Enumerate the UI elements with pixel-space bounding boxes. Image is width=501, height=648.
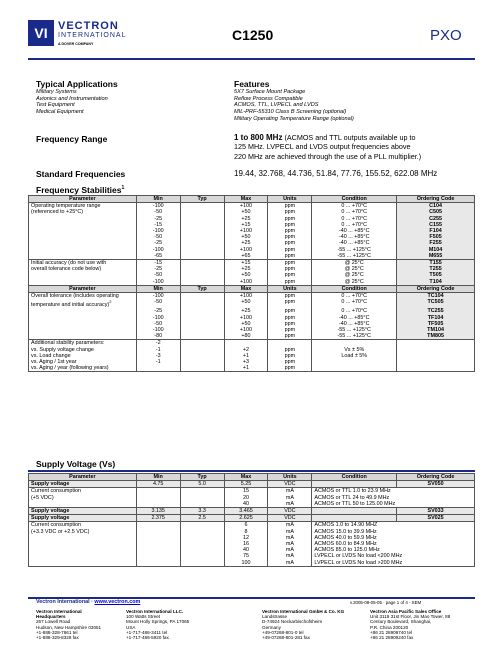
table-row: Current consumption (+5 VDC) 15 20 40 mA mA mA ACMOS or TTL 1.0 to 23.9 MHz ACMOS or TTL 24 to 49.9 MHz ACMOS or TTL 50 to 125.00 MHz — [29, 488, 475, 508]
header-divider — [28, 58, 475, 60]
table-row: Current consumption (+3.3 VDC or +2.5 VDC) 6 8 12 16 40 75 100 mA mA mA mA mA mA mA ACMOS 1.0 to 14.90 MHZ ACMOS 15.0 to 39.9 MHz ACMOS 40.0 to 59.9 MHz ACMOS 60.0 to 84.9 MHz ACMOS 85.0 to 125.0 MHz LVPECL or LVDS No load <200 MHz LVPECL or LVDS No load >200 MHz — [29, 522, 475, 566]
std-freq-label: Standard Frequencies — [36, 169, 126, 179]
param-text: (referenced to +25°C) — [31, 209, 84, 216]
features — [234, 79, 474, 123]
col-header: Typ — [180, 285, 224, 292]
ordering-code-cell: TC104 TC505 TC255 TF104 TF505 TM104 TM805 — [397, 293, 475, 340]
col-header: Ordering Code — [397, 474, 475, 481]
ordering-code-cell: T155 T255 T505 T104 — [397, 260, 475, 286]
col-header: Parameter — [29, 196, 137, 203]
col-header: Parameter — [29, 474, 137, 481]
col-header: Units — [268, 285, 312, 292]
table-row: Overall tolerance (includes operating temperature and initial accuracy)$^2$ -100 -50 -25 -100 -50 -100 -80 +100 +50 +25 +100 +50 +100 +80 ppm ppm ppm ppm ppm ppm ppm 0 ... +70°C 0 ... +70°C 0 ... +70°C -40 ... +85°C -40 ... +85°C -55 ... +125°C -55 ... +125°C TC104 TC505 TC255 TF104 TF505 TM104 TM805 — [29, 293, 475, 340]
col-header: Units — [268, 474, 312, 481]
stabilities-heading-text: Frequency Stabilities — [36, 185, 122, 195]
table-row: Supply voltage 3.135 3.3 3.465 VDC SV033 — [29, 508, 475, 515]
table-row: Supply voltage 2.375 2.5 2.625 VDC SV025 — [29, 515, 475, 522]
col-header: Typ — [180, 196, 224, 203]
param-text: temperature and initial accuracy) — [31, 302, 110, 309]
col-header: Ordering Code — [397, 285, 475, 292]
stabilities-heading — [36, 185, 124, 195]
col-header: Ordering Code — [397, 196, 475, 203]
table-header-row — [29, 196, 475, 203]
typical-heading: Typical Applications — [36, 79, 118, 89]
vi-logo-mark: VI — [28, 20, 54, 46]
col-header: Max — [224, 474, 268, 481]
feature-item: MIL-PRF-55310 Class B Screening (optional) — [234, 109, 347, 116]
param-text: Operating temperature range — [31, 203, 101, 210]
footer-version: v.2005-08-05-05 · page 1 of 4 · SEM — [350, 600, 422, 605]
feature-item: ACMOS, TTL, LVPECL and LVDS — [234, 102, 319, 109]
footer-address-gmbh: Vectron International GmbH & Co. KG Landstrasse D-74924 Neckarbischofsheim Germany +49-07268-801-0 tel +49-07268-801-281 fax — [262, 609, 345, 641]
product-code: PXO — [430, 27, 462, 44]
freq-range-value — [234, 133, 484, 161]
typical-item: Avionics and Instrumentation — [36, 95, 108, 102]
footer-address-hq: Vectron International Headquarters 267 Lowell Road Hudson, New Hampshire 03051 +1-888-328-7661 tel +1-888-329-8328 fax — [36, 609, 102, 641]
units-cell: ppm ppm ppm ppm ppm ppm ppm ppm ppm — [268, 203, 312, 260]
supply-heading: Supply Voltage (Vs) — [36, 459, 116, 469]
website-link[interactable]: www.vectron.com — [94, 599, 141, 605]
freq-range-label: Frequency Range — [36, 134, 108, 144]
max-cell: +100 +50 +25 +15 +100 +50 +25 +100 +65 — [224, 203, 268, 260]
stabilities-footnote: 1 — [121, 185, 125, 192]
ordering-code-cell: C104 C505 C255 C155 F104 F505 F255 M104 M655 — [397, 203, 475, 260]
col-header: Max — [224, 196, 268, 203]
col-header: Typ — [180, 474, 224, 481]
footer-company-text: Vectron International · — [36, 599, 95, 605]
footer-company — [36, 599, 140, 605]
typical-item: Military Systems — [36, 89, 77, 95]
param-text: Initial accuracy (do not use with — [31, 260, 107, 267]
dover-badge: A DOVER COMPANY — [58, 42, 94, 46]
table-header-row — [29, 285, 475, 292]
features-heading: Features — [234, 79, 270, 89]
condition-cell: 0 ... +70°C 0 ... +70°C 0 ... +70°C 0 ... +70°C -40 ... +85°C -40 ... +85°C -40 ... +85°C -55 ... +125°C -55 ... +125°C — [312, 203, 397, 260]
footer-address-asia: Vectron Asia Pacific Sales Office Unit 3119 31st Floor, Jin Mao Tower, 88 Century Boulevard, Shanghai, P.R. China 200120 +86 21 28909740 tel +86 21 28909240 fax — [370, 609, 451, 641]
col-header: Condition — [312, 474, 397, 481]
table-row: Supply voltage 4.75 5.0 5.25 VDC SV050 — [29, 481, 475, 488]
footer-address-llc: Vectron International LLC. 100 Watts Street Mount Holly Springs, PA 17065 USA +1-717-486-3411 tel +1-717-486-5920 fax — [126, 609, 190, 641]
page-title: C1250 — [232, 27, 274, 43]
typical-item: Medical Equipment — [36, 109, 84, 116]
freq-range-line2: 125 MHz. LVPECL and LVDS output frequencies above — [234, 142, 411, 152]
logo-text: VECTRON — [58, 20, 119, 32]
supply-divider — [28, 470, 475, 472]
logo-subtext: INTERNATIONAL — [58, 32, 127, 39]
typical-item: Test Equipment — [36, 102, 75, 109]
min-cell: -100 -50 -25 -15 -100 -50 -25 -100 -65 — [136, 203, 180, 260]
freq-range-line3: 220 MHz are achieved through the use of a PLL multiplier.) — [234, 151, 422, 161]
freq-range-rest: (ACMOS and TTL outputs available up to — [282, 133, 416, 142]
col-header: Max — [224, 285, 268, 292]
col-header: Min — [136, 285, 180, 292]
col-header: Parameter — [29, 285, 137, 292]
col-header: Min — [136, 196, 180, 203]
feature-item: Reflow Process Compatible — [234, 95, 303, 102]
feature-item: Military Operating Temperature Range (optional) — [234, 115, 354, 122]
typical-applications — [36, 79, 226, 116]
std-freq-value: 19.44, 32.768, 44.736, 51.84, 77.76, 155.52, 622.08 MHz — [234, 169, 438, 178]
col-header: Condition — [312, 196, 397, 203]
col-header: Condition — [312, 285, 397, 292]
table-row: Additional stability parameters: vs. Supply voltage change vs. Load change vs. Aging / 1st year vs. Aging / year (following years) -2 -1 -3 -1 +2 +1 +3 +1 ppm ppm ppm ppm Vs ± 5% Load ± 5% — [29, 340, 475, 372]
supply-table — [28, 473, 475, 567]
table-header-row — [29, 474, 475, 481]
vectron-logo — [28, 20, 132, 54]
freq-range-bold: 1 to 800 MHz — [234, 133, 283, 142]
stabilities-table — [28, 195, 475, 372]
param-text: Overall tolerance (includes operating — [31, 293, 119, 300]
param-text: overall tolerance code below) — [31, 266, 102, 273]
col-header: Units — [268, 196, 312, 203]
table-row: Initial accuracy (do not use with overall tolerance code below) -15 -25 -50 -100 +15 +25 +50 +100 ppm ppm ppm ppm @ 25°C @ 25°C @ 25°C @ 25°C T155 T255 T505 T104 — [29, 260, 475, 286]
table-row — [29, 203, 475, 260]
col-header: Min — [136, 474, 180, 481]
feature-item: 5X7 Surface Mount Package — [234, 89, 306, 95]
footnote-marker: 2 — [109, 299, 112, 305]
